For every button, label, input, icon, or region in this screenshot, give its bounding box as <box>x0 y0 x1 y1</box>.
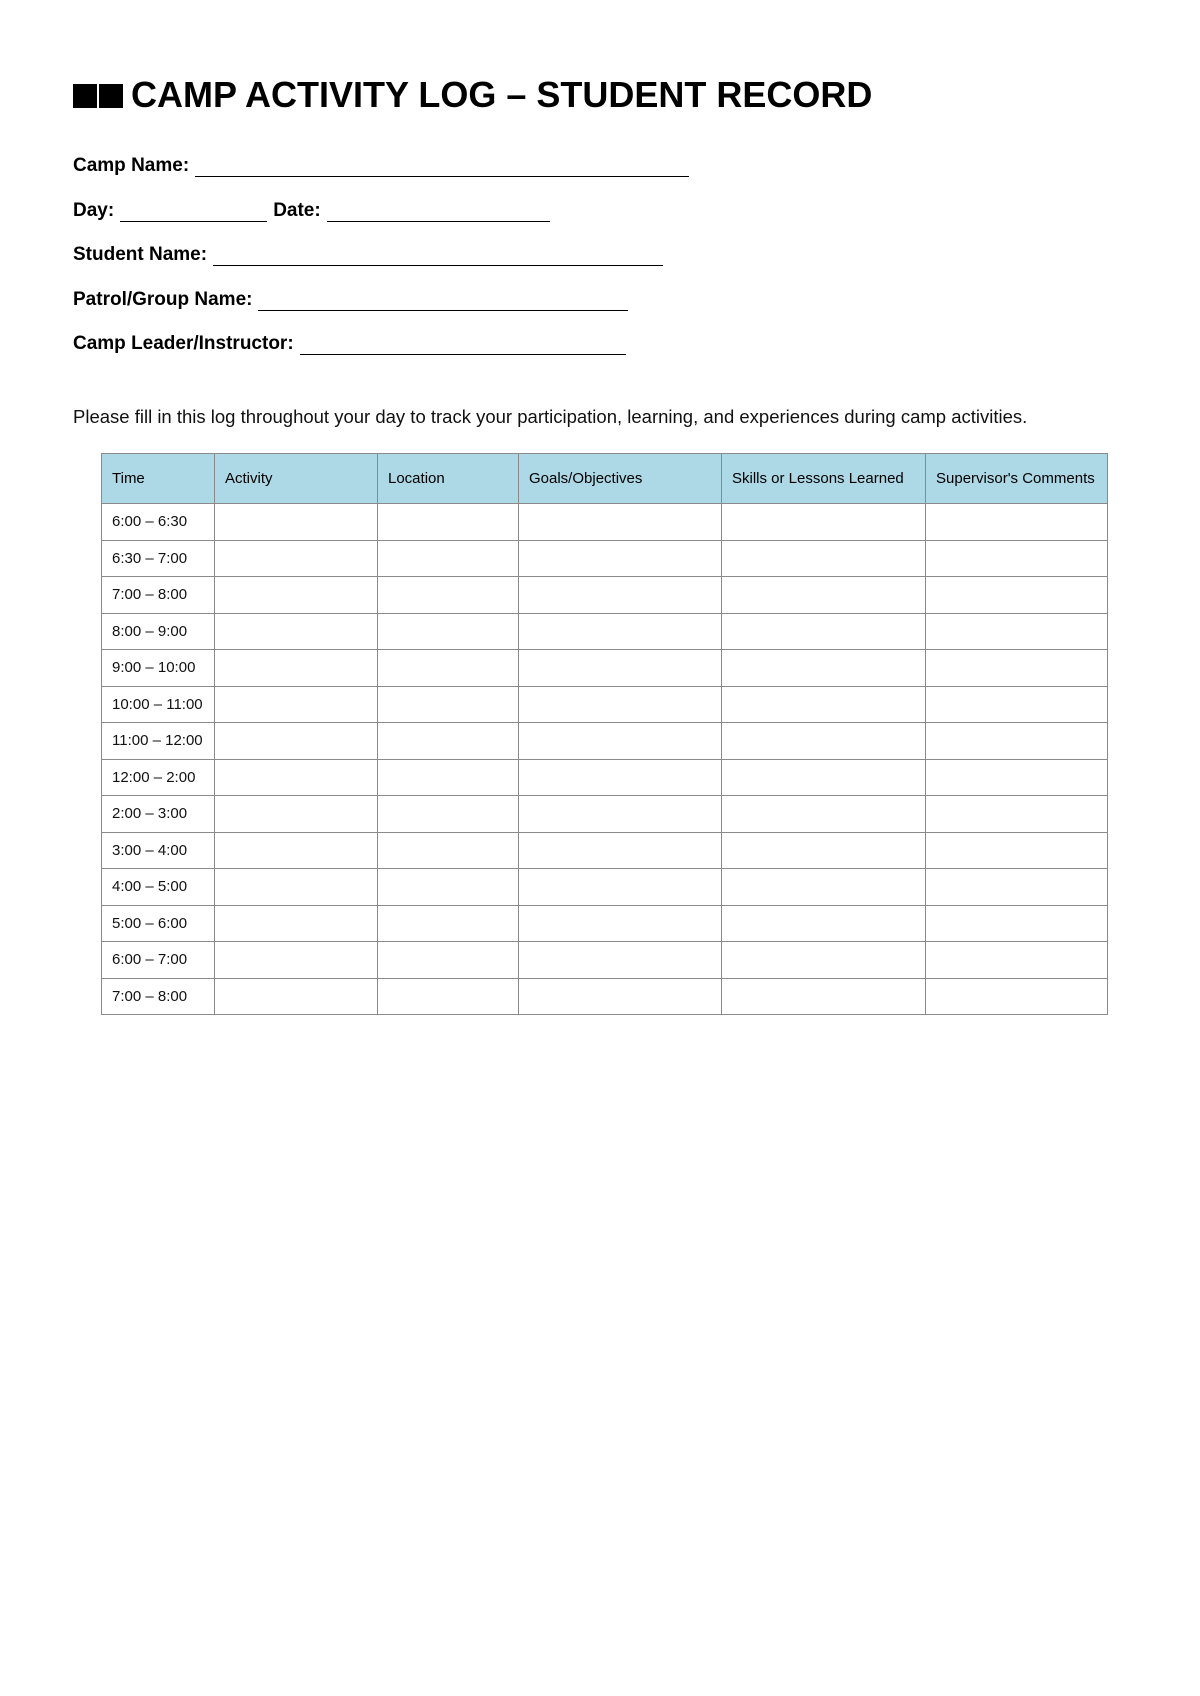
supervisor-comments-cell[interactable] <box>926 759 1108 796</box>
location-cell[interactable] <box>378 650 519 687</box>
activity-cell[interactable] <box>215 759 378 796</box>
supervisor-comments-cell[interactable] <box>926 905 1108 942</box>
activity-cell[interactable] <box>215 905 378 942</box>
location-cell[interactable] <box>378 613 519 650</box>
skills-cell[interactable] <box>722 540 926 577</box>
table-row <box>102 723 1108 760</box>
header-supervisor-comments: Supervisor's Comments <box>926 454 1108 504</box>
supervisor-comments-cell[interactable] <box>926 869 1108 906</box>
student-name-field[interactable] <box>73 244 663 266</box>
supervisor-comments-cell[interactable] <box>926 942 1108 979</box>
supervisor-comments-cell[interactable] <box>926 832 1108 869</box>
table-row <box>102 942 1108 979</box>
skills-cell[interactable] <box>722 650 926 687</box>
time-cell: 10:00 – 11:00 <box>102 686 215 723</box>
header-activity: Activity <box>215 454 378 504</box>
goals-cell[interactable] <box>519 650 722 687</box>
time-cell: 5:00 – 6:00 <box>102 905 215 942</box>
activity-cell[interactable] <box>215 796 378 833</box>
time-cell: 9:00 – 10:00 <box>102 650 215 687</box>
table-row <box>102 577 1108 614</box>
table-row <box>102 905 1108 942</box>
page-title-text: CAMP ACTIVITY LOG – STUDENT RECORD <box>131 74 873 115</box>
goals-cell[interactable] <box>519 832 722 869</box>
supervisor-comments-cell[interactable] <box>926 504 1108 541</box>
table-row <box>102 759 1108 796</box>
day-date-field[interactable] <box>73 200 550 222</box>
location-cell[interactable] <box>378 905 519 942</box>
goals-cell[interactable] <box>519 504 722 541</box>
skills-cell[interactable] <box>722 796 926 833</box>
table-row <box>102 832 1108 869</box>
time-cell: 7:00 – 8:00 <box>102 577 215 614</box>
leader-line[interactable] <box>300 336 626 355</box>
day-line[interactable] <box>120 203 267 222</box>
student-name-label: Student Name: <box>73 244 208 265</box>
table-row <box>102 504 1108 541</box>
supervisor-comments-cell[interactable] <box>926 686 1108 723</box>
table-body <box>102 504 1108 1015</box>
goals-cell[interactable] <box>519 942 722 979</box>
table-row <box>102 650 1108 687</box>
goals-cell[interactable] <box>519 723 722 760</box>
day-label: Day: <box>73 200 115 221</box>
activity-cell[interactable] <box>215 686 378 723</box>
goals-cell[interactable] <box>519 905 722 942</box>
goals-cell[interactable] <box>519 978 722 1015</box>
activity-cell[interactable] <box>215 832 378 869</box>
table-header-row <box>102 454 1108 504</box>
header-goals: Goals/Objectives <box>519 454 722 504</box>
location-cell[interactable] <box>378 504 519 541</box>
location-cell[interactable] <box>378 796 519 833</box>
supervisor-comments-cell[interactable] <box>926 978 1108 1015</box>
table-row <box>102 796 1108 833</box>
time-cell: 11:00 – 12:00 <box>102 723 215 760</box>
location-cell[interactable] <box>378 978 519 1015</box>
supervisor-comments-cell[interactable] <box>926 723 1108 760</box>
supervisor-comments-cell[interactable] <box>926 796 1108 833</box>
activity-cell[interactable] <box>215 942 378 979</box>
goals-cell[interactable] <box>519 759 722 796</box>
supervisor-comments-cell[interactable] <box>926 540 1108 577</box>
goals-cell[interactable] <box>519 796 722 833</box>
time-cell: 6:00 – 6:30 <box>102 504 215 541</box>
location-cell[interactable] <box>378 686 519 723</box>
table-row <box>102 613 1108 650</box>
leader-label: Camp Leader/Instructor: <box>73 333 294 354</box>
student-name-line[interactable] <box>213 247 663 266</box>
square-bullet-icon <box>73 74 125 116</box>
location-cell[interactable] <box>378 577 519 614</box>
header-skills: Skills or Lessons Learned <box>722 454 926 504</box>
location-cell[interactable] <box>378 759 519 796</box>
instructions-text: Please fill in this log throughout your day to track your participation, learning, and experiences during camp activities. <box>73 406 1028 427</box>
goals-cell[interactable] <box>519 577 722 614</box>
skills-cell[interactable] <box>722 686 926 723</box>
skills-cell[interactable] <box>722 942 926 979</box>
skills-cell[interactable] <box>722 723 926 760</box>
table-row <box>102 978 1108 1015</box>
camp-name-line[interactable] <box>195 158 689 177</box>
activity-cell[interactable] <box>215 869 378 906</box>
location-cell[interactable] <box>378 942 519 979</box>
time-cell: 12:00 – 2:00 <box>102 759 215 796</box>
activity-cell[interactable] <box>215 504 378 541</box>
skills-cell[interactable] <box>722 613 926 650</box>
date-line[interactable] <box>327 203 550 222</box>
table-row <box>102 869 1108 906</box>
activity-cell[interactable] <box>215 613 378 650</box>
table-row <box>102 686 1108 723</box>
supervisor-comments-cell[interactable] <box>926 650 1108 687</box>
skills-cell[interactable] <box>722 905 926 942</box>
patrol-group-line[interactable] <box>258 292 628 311</box>
time-cell: 4:00 – 5:00 <box>102 869 215 906</box>
patrol-group-label: Patrol/Group Name: <box>73 289 253 310</box>
activity-cell[interactable] <box>215 540 378 577</box>
skills-cell[interactable] <box>722 869 926 906</box>
time-cell: 3:00 – 4:00 <box>102 832 215 869</box>
supervisor-comments-cell[interactable] <box>926 613 1108 650</box>
activity-cell[interactable] <box>215 577 378 614</box>
location-cell[interactable] <box>378 869 519 906</box>
skills-cell[interactable] <box>722 577 926 614</box>
skills-cell[interactable] <box>722 504 926 541</box>
activity-log-table <box>101 453 1108 1015</box>
skills-cell[interactable] <box>722 978 926 1015</box>
activity-cell[interactable] <box>215 723 378 760</box>
header-location: Location <box>378 454 519 504</box>
time-cell: 6:00 – 7:00 <box>102 942 215 979</box>
date-label: Date: <box>273 200 321 221</box>
patrol-group-field[interactable] <box>73 289 628 311</box>
time-cell: 6:30 – 7:00 <box>102 540 215 577</box>
camp-name-label: Camp Name: <box>73 155 190 176</box>
time-cell: 7:00 – 8:00 <box>102 978 215 1015</box>
activity-cell[interactable] <box>215 978 378 1015</box>
goals-cell[interactable] <box>519 613 722 650</box>
camp-name-field[interactable] <box>73 155 689 177</box>
leader-field[interactable] <box>73 333 626 355</box>
time-cell: 2:00 – 3:00 <box>102 796 215 833</box>
header-time: Time <box>102 454 215 504</box>
skills-cell[interactable] <box>722 759 926 796</box>
activity-cell[interactable] <box>215 650 378 687</box>
table-row <box>102 540 1108 577</box>
location-cell[interactable] <box>378 723 519 760</box>
location-cell[interactable] <box>378 540 519 577</box>
supervisor-comments-cell[interactable] <box>926 577 1108 614</box>
location-cell[interactable] <box>378 832 519 869</box>
time-cell: 8:00 – 9:00 <box>102 613 215 650</box>
skills-cell[interactable] <box>722 832 926 869</box>
goals-cell[interactable] <box>519 540 722 577</box>
goals-cell[interactable] <box>519 686 722 723</box>
page-title <box>73 74 872 116</box>
goals-cell[interactable] <box>519 869 722 906</box>
